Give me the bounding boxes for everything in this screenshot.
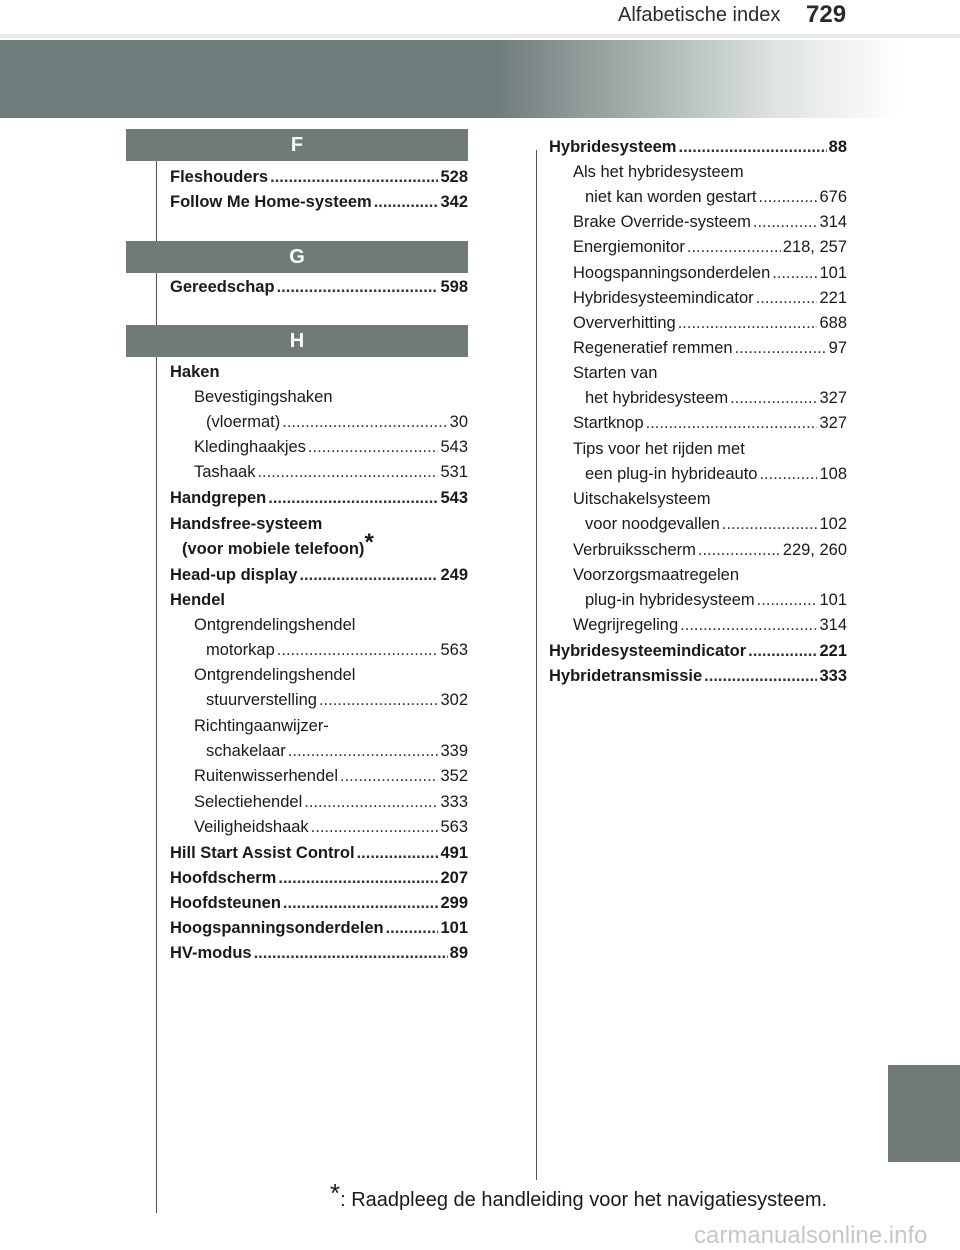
header-divider xyxy=(0,34,960,38)
entry-text: HV-modus xyxy=(170,944,252,962)
entry-text: Veiligheidshaak xyxy=(194,818,309,836)
leader-dots xyxy=(386,918,439,938)
entry-text: Energiemonitor xyxy=(573,238,685,256)
entry-text: Brake Override-systeem xyxy=(573,213,751,231)
entry-page: 314 xyxy=(819,213,847,231)
leader-dots xyxy=(268,488,438,508)
leader-dots xyxy=(722,514,818,534)
entry-text: Verbruiksscherm xyxy=(573,541,696,559)
index-subentry[interactable] xyxy=(573,540,847,560)
leader-dots xyxy=(735,338,827,358)
entry-text: Follow Me Home-systeem xyxy=(170,193,372,211)
index-entry[interactable] xyxy=(170,565,468,585)
leader-dots xyxy=(753,212,818,232)
index-subentry[interactable]: Uitschakelsysteem xyxy=(573,490,711,508)
column-divider-rule xyxy=(536,150,537,1180)
index-subentry[interactable] xyxy=(585,388,847,408)
leader-dots xyxy=(704,666,817,686)
index-subentry[interactable] xyxy=(194,437,468,457)
entry-page: 30 xyxy=(449,413,468,431)
index-subentry[interactable] xyxy=(573,212,847,232)
entry-page: 101 xyxy=(440,919,468,937)
index-subentry[interactable] xyxy=(573,413,847,433)
index-subentry[interactable] xyxy=(585,514,847,534)
entry-text: Kledinghaakjes xyxy=(194,438,306,456)
index-subentry[interactable]: Tips voor het rijden met xyxy=(573,440,745,458)
index-entry[interactable] xyxy=(170,918,468,938)
entry-text: Hybridetransmissie xyxy=(549,667,703,685)
leader-dots xyxy=(270,167,438,187)
entry-page: 563 xyxy=(440,641,468,659)
index-entry[interactable] xyxy=(170,277,468,297)
index-entry[interactable] xyxy=(170,868,468,888)
leader-dots xyxy=(678,137,826,157)
leader-dots xyxy=(730,388,817,408)
index-entry[interactable] xyxy=(170,192,468,212)
section-header-h: H xyxy=(126,325,468,357)
entry-text: Hoofdscherm xyxy=(170,869,277,887)
entry-text: (voor mobiele telefoon) xyxy=(182,540,365,558)
entry-page: 302 xyxy=(440,691,468,709)
entry-page: 528 xyxy=(440,168,468,186)
entry-text: Gereedschap xyxy=(170,278,275,296)
leader-dots xyxy=(304,792,438,812)
chapter-banner xyxy=(0,40,900,118)
entry-text: niet kan worden gestart xyxy=(585,188,757,206)
entry-text: plug-in hybridesysteem xyxy=(585,591,755,609)
entry-page: 102 xyxy=(819,515,847,533)
entry-text: Hoogspanningsonderdelen xyxy=(573,264,771,282)
page-number: 729 xyxy=(806,1,847,28)
index-entry-continuation[interactable] xyxy=(182,528,374,559)
entry-page: 249 xyxy=(440,566,468,584)
index-subentry[interactable] xyxy=(573,263,847,283)
entry-text: een plug-in hybrideauto xyxy=(585,465,758,483)
entry-page: 299 xyxy=(440,894,468,912)
index-subentry[interactable] xyxy=(573,288,847,308)
index-subentry[interactable]: Bevestigingshaken xyxy=(194,388,333,406)
leader-dots xyxy=(646,413,818,433)
leader-dots xyxy=(357,843,439,863)
leader-dots xyxy=(311,817,439,837)
index-subentry[interactable] xyxy=(206,640,468,660)
entry-page: 598 xyxy=(440,278,468,296)
footnote-text: : Raadpleeg de handleiding voor het navigatiesysteem. xyxy=(340,1189,828,1211)
index-subentry[interactable] xyxy=(206,741,468,761)
entry-page: 97 xyxy=(828,339,847,357)
leader-dots xyxy=(257,462,438,482)
leader-dots xyxy=(748,641,817,661)
entry-page: 531 xyxy=(440,463,468,481)
entry-text: Tashaak xyxy=(194,463,256,481)
index-entry[interactable]: Haken xyxy=(170,363,220,381)
index-subentry[interactable] xyxy=(206,690,468,710)
index-entry[interactable] xyxy=(549,666,847,686)
entry-page: 218, 257 xyxy=(782,238,847,256)
section-header-f: F xyxy=(126,129,468,161)
entry-text: Oververhitting xyxy=(573,314,676,332)
leader-dots xyxy=(277,640,439,660)
entry-page: 563 xyxy=(440,818,468,836)
leader-dots xyxy=(757,590,818,610)
entry-page: 342 xyxy=(440,193,468,211)
leader-dots xyxy=(278,868,438,888)
index-subentry[interactable]: Voorzorgsmaatregelen xyxy=(573,566,740,584)
entry-text: stuurverstelling xyxy=(206,691,317,709)
leader-dots xyxy=(254,943,448,963)
index-entry[interactable] xyxy=(549,641,847,661)
leader-dots xyxy=(299,565,438,585)
index-subentry[interactable] xyxy=(573,237,847,257)
index-entry[interactable] xyxy=(170,843,468,863)
index-subentry[interactable] xyxy=(573,615,847,635)
index-subentry[interactable]: Als het hybridesysteem xyxy=(573,163,744,181)
index-subentry[interactable] xyxy=(194,817,468,837)
entry-text: Selectiehendel xyxy=(194,793,303,811)
entry-text: Hybridesysteemindicator xyxy=(549,642,747,660)
entry-page: 543 xyxy=(440,438,468,456)
index-subentry[interactable] xyxy=(194,792,468,812)
index-subentry[interactable] xyxy=(194,462,468,482)
entry-page: 333 xyxy=(819,667,847,685)
leader-dots xyxy=(340,766,438,786)
leader-dots xyxy=(759,187,818,207)
leader-dots xyxy=(374,192,439,212)
index-side-tab xyxy=(888,1065,960,1162)
leader-dots xyxy=(759,464,817,484)
index-entry[interactable] xyxy=(170,943,468,963)
entry-text: motorkap xyxy=(206,641,275,659)
leader-dots xyxy=(282,412,447,432)
index-subentry[interactable] xyxy=(585,464,847,484)
entry-text: Regeneratief remmen xyxy=(573,339,733,357)
index-subentry[interactable]: Ontgrendelingshendel xyxy=(194,616,356,634)
entry-text: Hoofdsteunen xyxy=(170,894,281,912)
entry-page: 688 xyxy=(819,314,847,332)
entry-page: 88 xyxy=(828,138,847,156)
entry-text: voor noodgevallen xyxy=(585,515,720,533)
index-subentry[interactable] xyxy=(573,338,847,358)
leader-dots xyxy=(687,237,781,257)
leader-dots xyxy=(319,690,439,710)
leader-dots xyxy=(277,277,439,297)
left-margin-rule xyxy=(156,150,157,1213)
entry-page: 327 xyxy=(819,389,847,407)
entry-page: 333 xyxy=(440,793,468,811)
index-subentry[interactable] xyxy=(573,313,847,333)
entry-text: Hill Start Assist Control xyxy=(170,844,355,862)
leader-dots xyxy=(772,263,817,283)
index-entry[interactable] xyxy=(549,137,847,157)
entry-page: 543 xyxy=(440,489,468,507)
entry-page: 207 xyxy=(440,869,468,887)
entry-text: schakelaar xyxy=(206,742,286,760)
footnote-marker: * xyxy=(364,528,374,556)
index-entry[interactable] xyxy=(170,167,468,187)
leader-dots xyxy=(283,893,439,913)
leader-dots xyxy=(288,741,439,761)
index-subentry[interactable]: Richtingaanwijzer- xyxy=(194,717,329,735)
entry-text: Hoogspanningsonderdelen xyxy=(170,919,384,937)
index-entry[interactable] xyxy=(170,488,468,508)
index-entry[interactable] xyxy=(170,893,468,913)
entry-text: Head-up display xyxy=(170,566,298,584)
entry-page: 89 xyxy=(449,944,468,962)
entry-page: 221 xyxy=(819,642,847,660)
entry-text: Ruitenwisserhendel xyxy=(194,767,338,785)
entry-text: Hybridesysteem xyxy=(549,138,677,156)
entry-text: het hybridesysteem xyxy=(585,389,729,407)
entry-page: 101 xyxy=(819,264,847,282)
entry-page: 339 xyxy=(440,742,468,760)
leader-dots xyxy=(756,288,818,308)
index-subentry[interactable]: Ontgrendelingshendel xyxy=(194,666,356,684)
watermark: carmanualsonline.info xyxy=(694,1222,928,1249)
entry-page: 491 xyxy=(440,844,468,862)
entry-page: 327 xyxy=(819,414,847,432)
leader-dots xyxy=(678,313,818,333)
index-entry[interactable]: Hendel xyxy=(170,591,226,609)
leader-dots xyxy=(698,540,781,560)
entry-page: 314 xyxy=(819,616,847,634)
entry-text: Handgrepen xyxy=(170,489,267,507)
index-subentry[interactable]: Starten van xyxy=(573,364,658,382)
index-subentry[interactable] xyxy=(194,766,468,786)
header-title: Alfabetische index xyxy=(618,4,781,26)
leader-dots xyxy=(308,437,439,457)
index-subentry[interactable] xyxy=(585,187,847,207)
leader-dots xyxy=(680,615,817,635)
entry-page: 352 xyxy=(440,767,468,785)
entry-page: 221 xyxy=(819,289,847,307)
entry-text: Hybridesysteemindicator xyxy=(573,289,754,307)
entry-page: 229, 260 xyxy=(782,541,847,559)
entry-page: 676 xyxy=(819,188,847,206)
entry-text: Startknop xyxy=(573,414,644,432)
footnote-marker: * xyxy=(330,1178,341,1208)
entry-page: 101 xyxy=(819,591,847,609)
index-subentry[interactable] xyxy=(585,590,847,610)
entry-page: 108 xyxy=(819,465,847,483)
entry-text: Fleshouders xyxy=(170,168,269,186)
footnote xyxy=(330,1178,828,1213)
entry-text: (vloermat) xyxy=(206,413,281,431)
index-entry[interactable]: Handsfree-systeem xyxy=(170,515,323,533)
entry-text: Wegrijregeling xyxy=(573,616,679,634)
section-header-g: G xyxy=(126,241,468,273)
index-subentry[interactable] xyxy=(206,412,468,432)
